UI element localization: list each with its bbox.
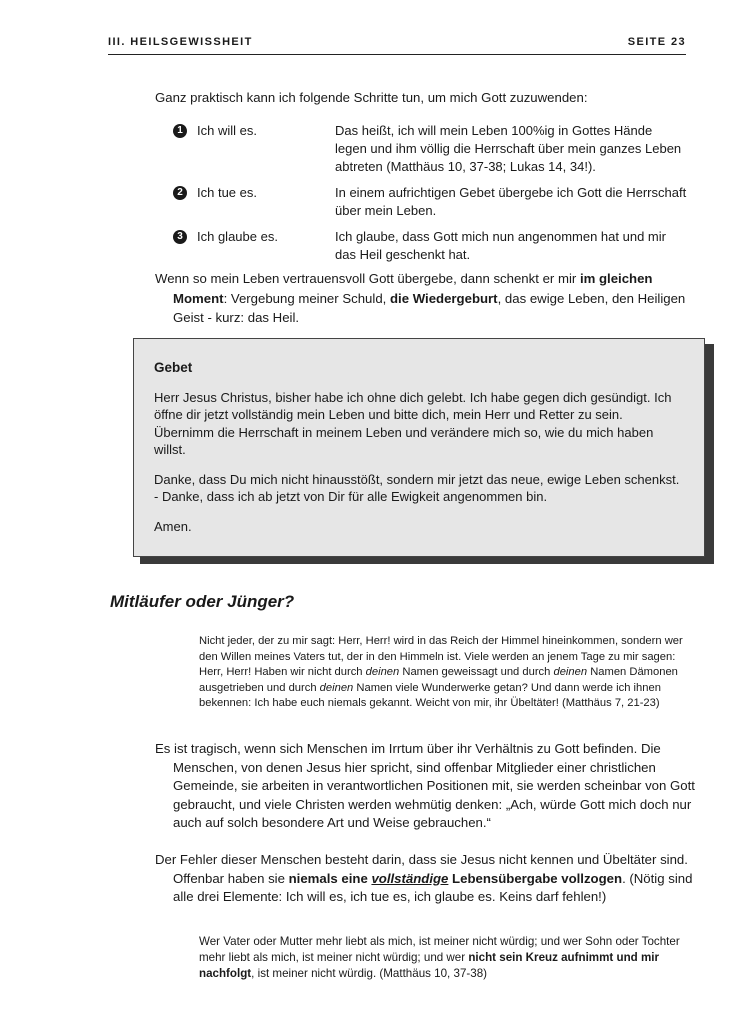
step-label: Ich will es. — [197, 123, 257, 138]
italic-text: deinen — [319, 681, 354, 694]
bold-text: Lebensübergabe vollzogen — [448, 870, 623, 886]
text-run: : Vergebung meiner Schuld, — [223, 290, 390, 306]
bold-text: niemals eine — [288, 870, 372, 886]
text-run: Namen Dämonen ausgetrieben und durch — [199, 666, 678, 694]
step-number-icon: 3 — [173, 230, 187, 244]
header-page-number: SEITE 23 — [627, 36, 686, 48]
bible-quote — [199, 934, 689, 982]
text-run: , das ewige Leben, den Heiligen Geist - kurz: das Heil. — [173, 290, 686, 325]
bible-quote — [199, 634, 689, 712]
text-run: Wenn so mein Leben vertrauensvoll Gott übergebe, dann schenkt er mir — [155, 271, 580, 286]
step-description: In einem aufrichtigen Gebet übergebe ich Gott die Herrschaft über mein Leben. — [335, 185, 687, 218]
step-description: Das heißt, ich will mein Leben 100%ig in Gottes Hände legen und ihm völlig die Herrschaft über mein ganzes Leben abtreten (Matthäus 10, 37-38; Lukas 14, 34!). — [335, 123, 682, 174]
step-description: Ich glaube, dass Gott mich nun angenommen hat und mir das Heil geschenkt hat. — [335, 229, 666, 262]
italic-text: deinen — [553, 666, 588, 679]
step-item — [173, 228, 693, 264]
steps-list — [173, 122, 693, 272]
bold-text: im gleichen Moment — [173, 271, 653, 306]
header-section: III. HEILSGEWISSHEIT — [108, 36, 253, 48]
text-run: Wer Vater oder Mutter mehr liebt als mich, ist meiner nicht würdig; und wer Sohn oder Tochter mehr liebt als mich, ist meiner nicht würdig; und wer — [199, 935, 680, 964]
step-label: Ich tue es. — [197, 185, 257, 200]
step-number-icon: 1 — [173, 124, 187, 138]
text-run: Nicht jeder, der zu mir sagt: Herr, Herr! wird in das Reich der Himmel hineinkommen, sondern wer den Willen meines Vaters tut, der in den Himmeln ist. Viele werden an jenem Tage zu mir sagen: Herr, Herr! Haben wir nicht durch — [199, 635, 683, 679]
text-run: Der Fehler dieser Menschen besteht darin, dass sie Jesus nicht kennen und Übeltäter sind. Offenbar haben sie — [155, 852, 688, 886]
text-run: . (Nötig sind alle drei Elemente: Ich will es, ich tue es, ich glaube es. Keins darf fehlen!) — [173, 870, 693, 904]
underlined-text: vollständige — [371, 870, 449, 886]
body-paragraph — [155, 851, 709, 907]
intro-text: Ganz praktisch kann ich folgende Schritte tun, um mich Gott zuzuwenden: — [155, 90, 588, 105]
prayer-title: Gebet — [154, 360, 193, 375]
section-heading: Mitläufer oder Jünger? — [110, 592, 295, 611]
prayer-amen: Amen. — [154, 518, 192, 534]
running-header — [108, 36, 686, 55]
step-item — [173, 184, 693, 220]
bold-text: die Wiedergeburt — [389, 290, 498, 306]
italic-text: deinen — [365, 666, 400, 679]
prayer-paragraph: Danke, dass Du mich nicht hinausstößt, sondern mir jetzt das neue, ewige Leben schenkst. - Danke, dass ich ab jetzt von Dir für alle Ewigkeit angenommen bin. — [154, 471, 680, 504]
text-run: Namen geweissagt und durch — [399, 666, 554, 679]
step-label: Ich glaube es. — [197, 229, 278, 244]
salvation-paragraph — [155, 269, 693, 328]
text-run: , ist meiner nicht würdig. (Matthäus 10, 37-38) — [251, 967, 488, 980]
body-paragraph: Es ist tragisch, wenn sich Menschen im Irrtum über ihr Verhältnis zu Gott befinden. Die Menschen, von denen Jesus hier spricht, sind offenbar Mitglieder einer christlichen Gemeinde, sie arbeiten in verantwortlichen Positionen mit, sie werden scheinbar von Gott gebraucht, und viele Christen werden wehmütig denken: „Ach, würde Gott mich doch nur auch auf solch besondere Art und Weise gebrauchen.“ — [155, 741, 695, 830]
step-item — [173, 122, 693, 176]
step-number-icon: 2 — [173, 186, 187, 200]
prayer-box — [133, 338, 705, 557]
prayer-paragraph: Herr Jesus Christus, bisher habe ich ohne dich gelebt. Ich habe gegen dich gesündigt. Ich öffne dir jetzt vollständig mein Leben und bitte dich, mein Herr und Retter zu sein. Übernimm die Herrschaft in meinem Leben und verändere mich so, wie du mich haben willst. — [154, 389, 672, 457]
bold-text: nicht sein Kreuz aufnimmt und mir nachfolgt — [199, 951, 660, 980]
text-run: Namen viele Wunderwerke getan? Und dann werde ich ihnen bekennen: Ich habe euch niemals gekannt. Weicht von mir, ihr Übeltäter! (Matthäus 7, 21-23) — [199, 681, 661, 710]
